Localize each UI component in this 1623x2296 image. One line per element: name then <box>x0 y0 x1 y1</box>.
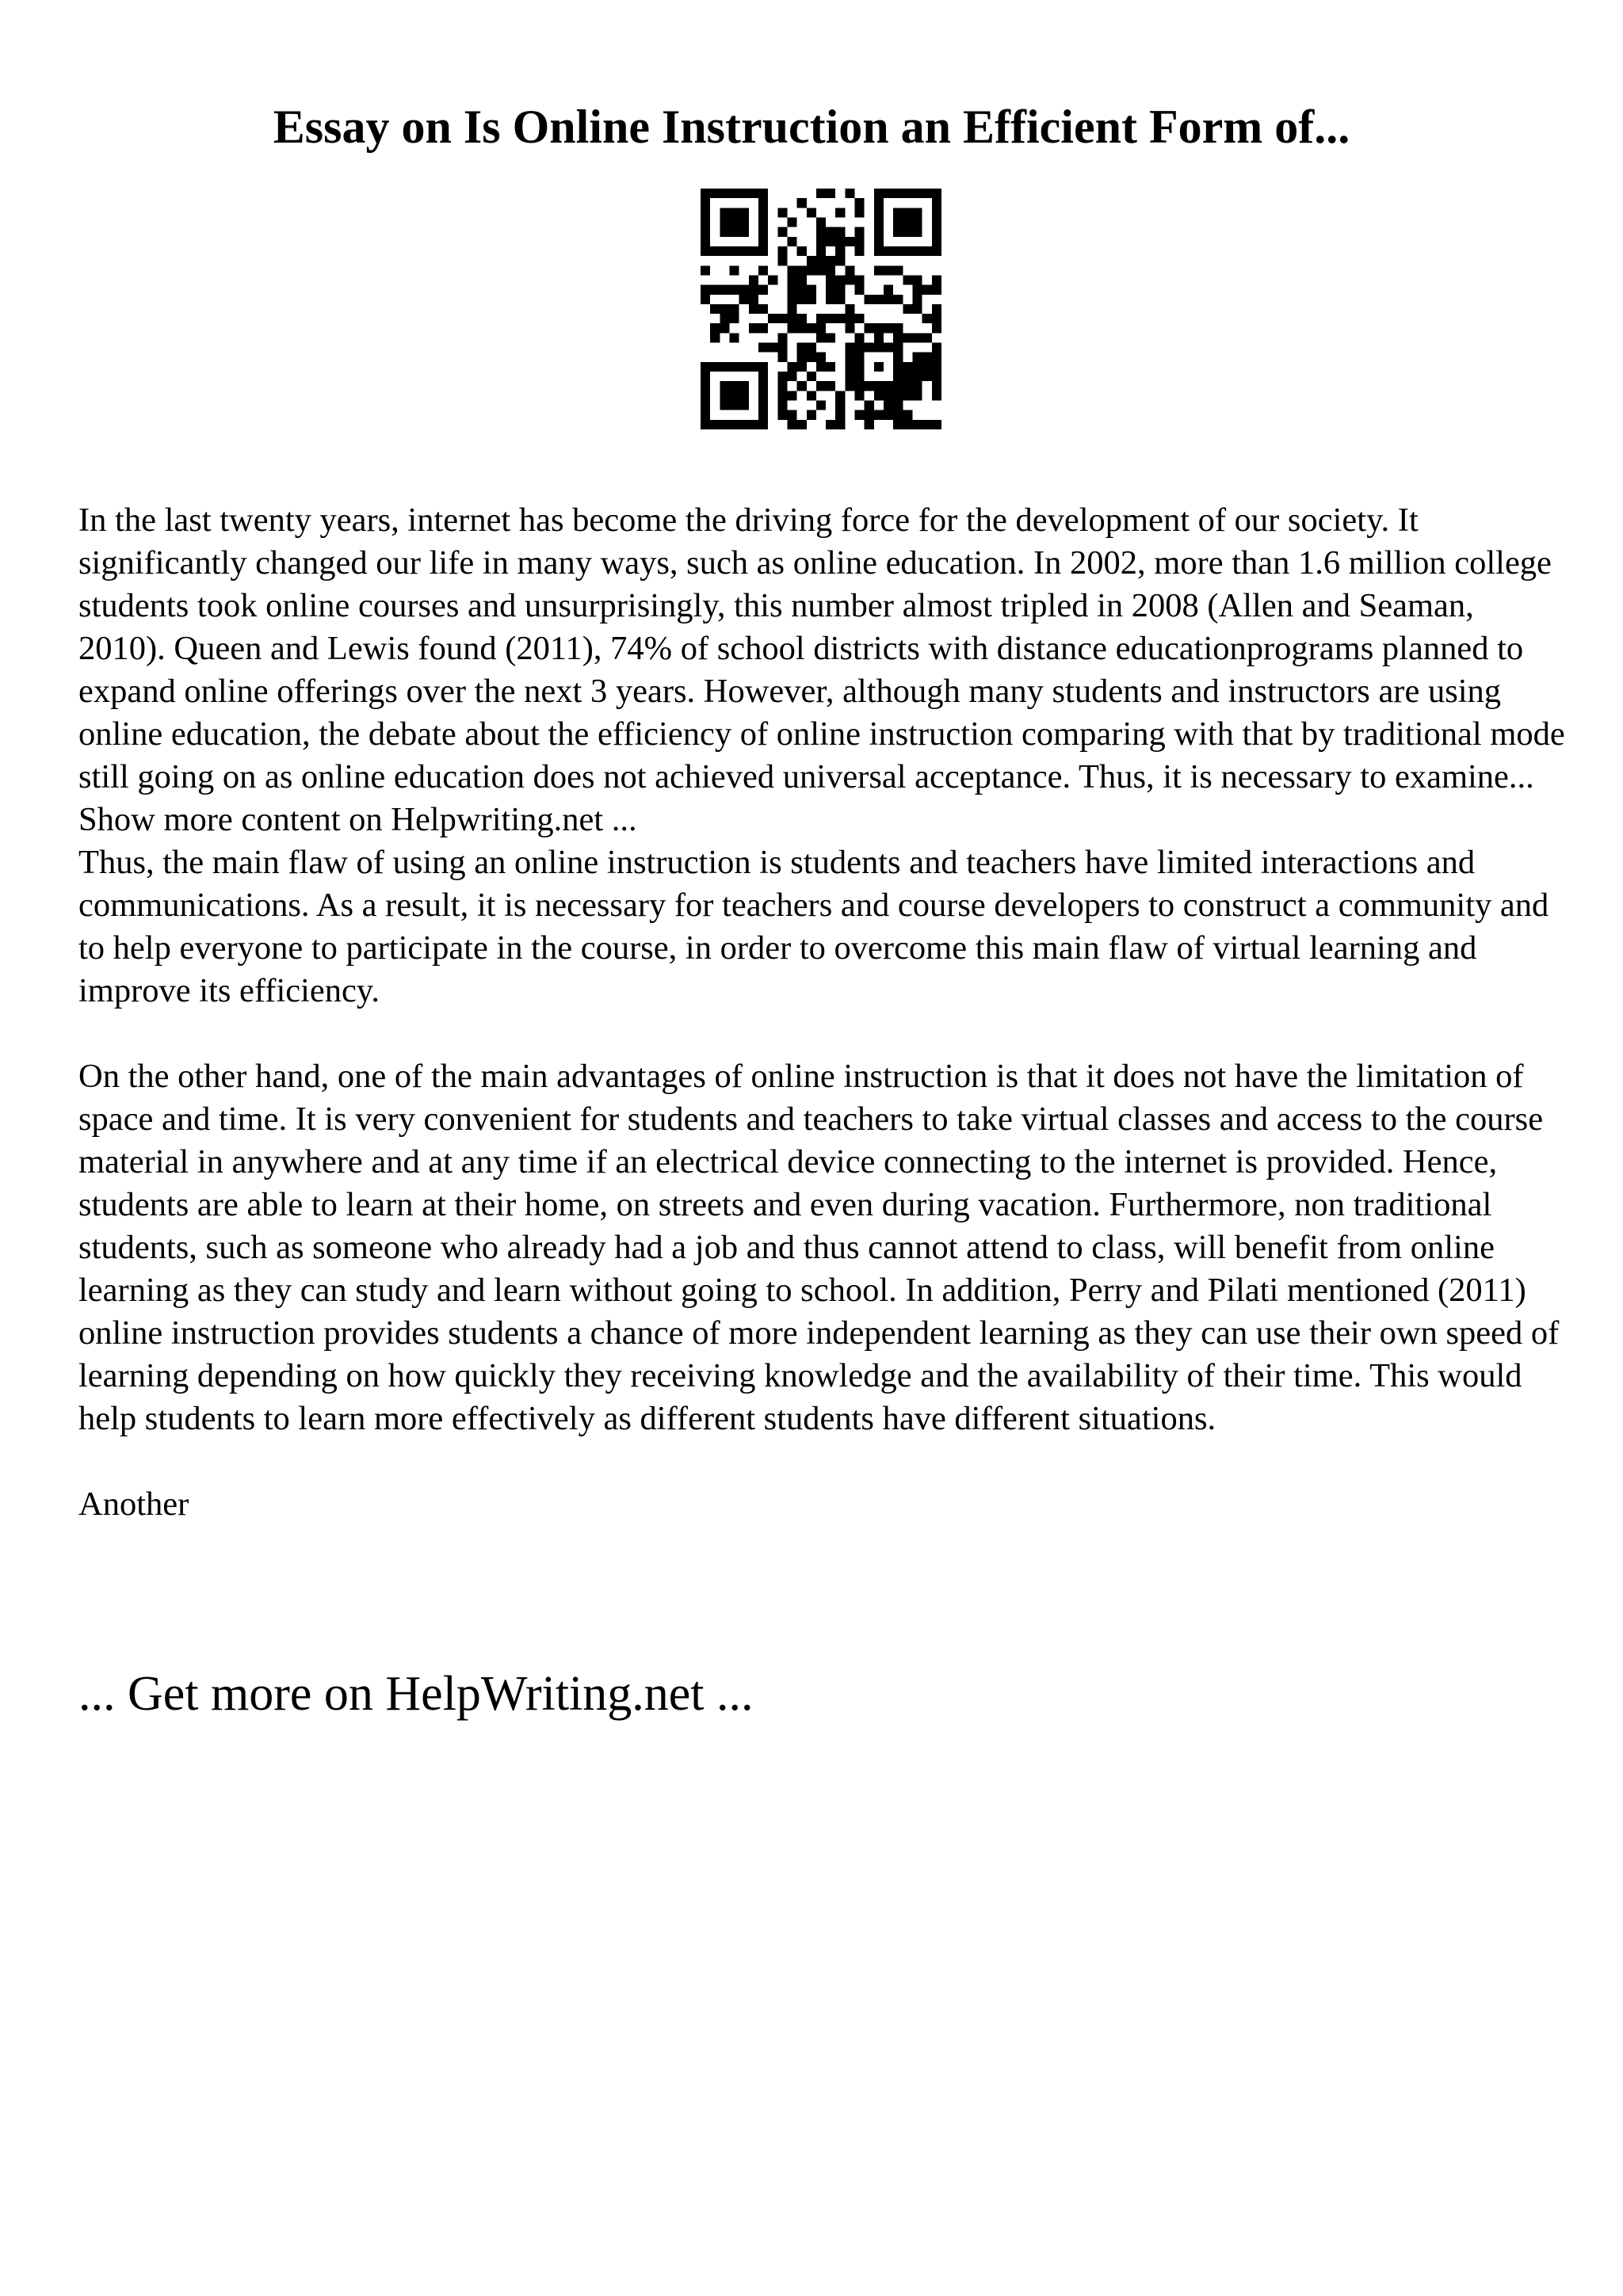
paragraph-spacer <box>78 1013 1568 1055</box>
paragraph-spacer <box>78 1440 1568 1483</box>
paragraph-3: On the other hand, one of the main advantages of online instruction is that it does not have the limitation of space and time. It is very convenient for students and teachers to take virtual classes and access to the course material in anywhere and at any time if an electrical device connecting to the internet is provided. Hence, students are able to learn at their home, on streets and even during vacation. Furthermore, non traditional students, such as someone who already had a job and thus cannot attend to class, will benefit from online learning as they can study and learn without going to school. In addition, Perry and Pilati mentioned (2011) online instruction provides students a chance of more independent learning as they can use their own speed of learning depending on how quickly they receiving knowledge and the availability of their time. This would help students to learn more effectively as different students have different situations. <box>78 1058 1560 1437</box>
paragraph-4: Another <box>78 1486 189 1523</box>
paragraph-1: In the last twenty years, internet has become the driving force for the development of our society. It significantly changed our life in many ways, such as online education. In 2002, more than 1.6 million college students took online courses and unsurprisingly, this number almost tripled in 2008 (Allen and Seaman, 2010). Queen and Lewis found (2011), 74% of school districts with distance educationprograms planned to expand online offerings over the next 3 years. However, although many students and instructors are using online education, the debate about the efficiency of online instruction comparing with that by traditional mode still going on as online education does not achieved universal acceptance. Thus, it is necessary to examine... Show more content on Helpwriting.net ... <box>78 502 1565 838</box>
paragraph-2: Thus, the main flaw of using an online instruction is students and teachers have limited interactions and communications. As a result, it is necessary for teachers and course developers to construct a community and to help everyone to participate in the course, in order to overcome this main flaw of virtual learning and improve its efficiency. <box>78 844 1549 1009</box>
page-title: Essay on Is Online Instruction an Efficient Form of... <box>273 101 1350 153</box>
qr-code-icon <box>701 189 941 429</box>
get-more-link[interactable]: ... Get more on HelpWriting.net ... <box>78 1667 754 1721</box>
essay-body <box>78 499 1568 1526</box>
